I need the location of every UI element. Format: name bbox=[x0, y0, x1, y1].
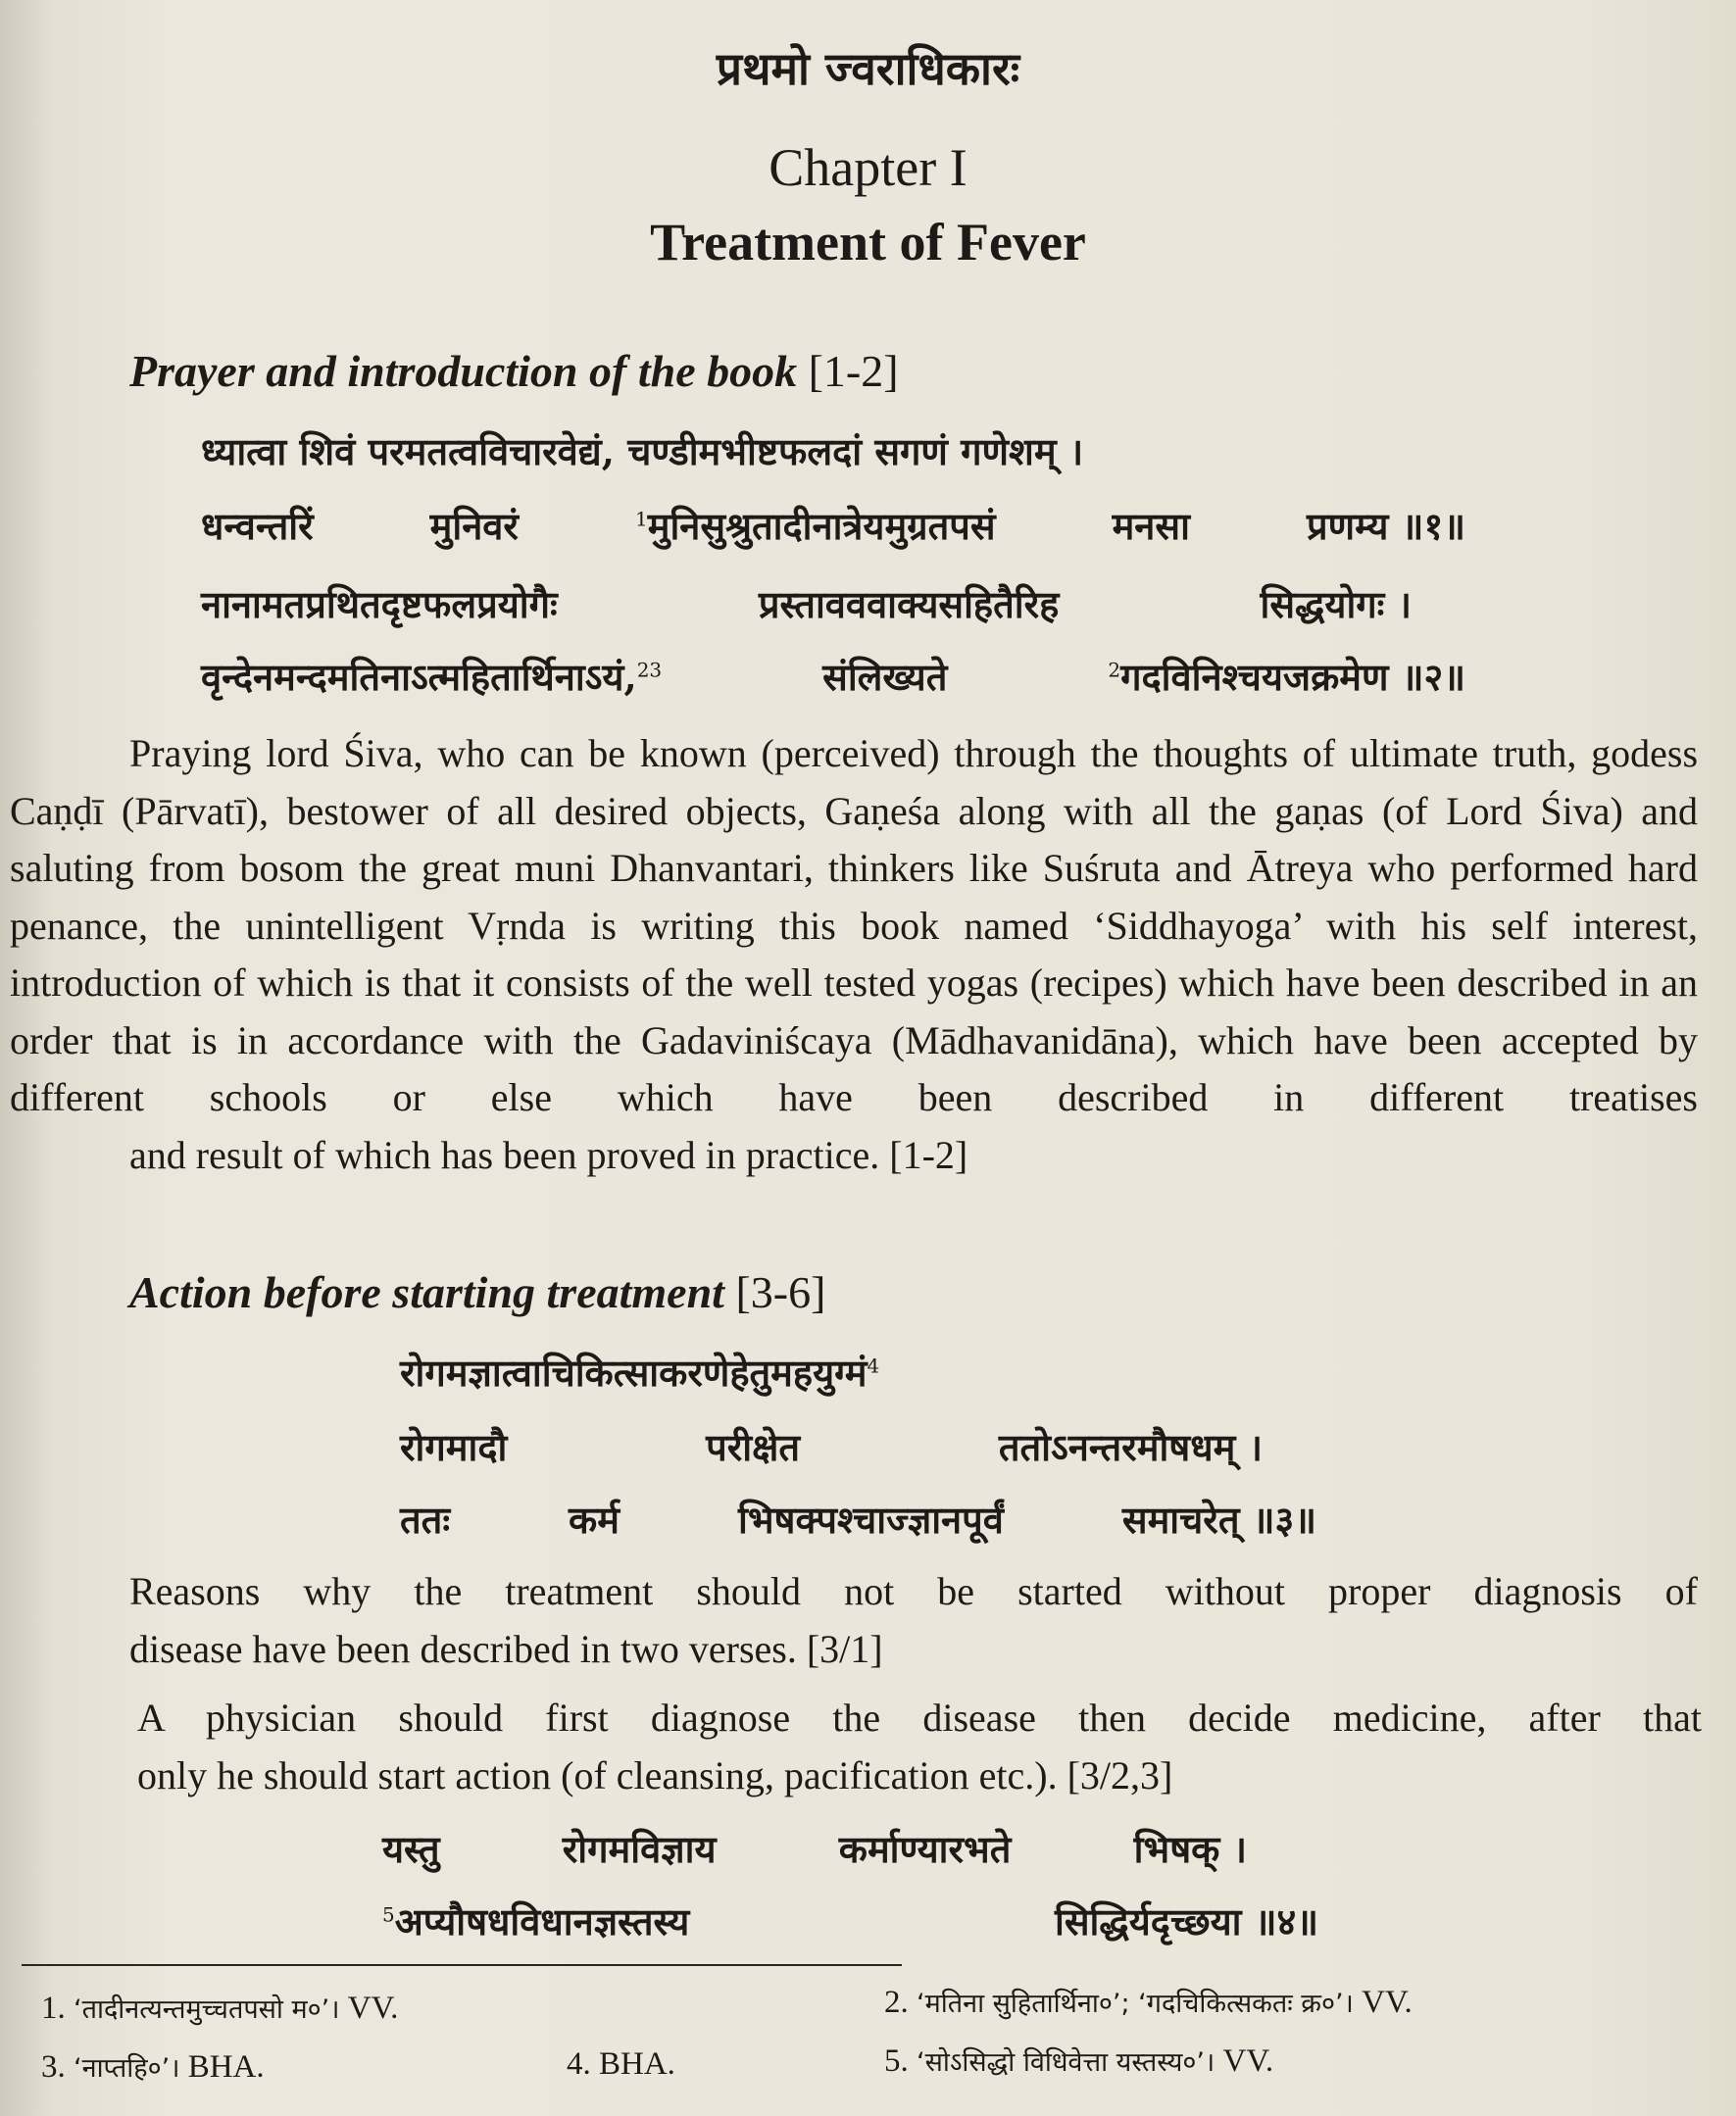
verse-text: मुनिसुश्रुतादीनात्रेयमुग्रतपसं bbox=[647, 504, 996, 548]
verse-word bbox=[382, 1895, 689, 1946]
verse-word: समाचरेत् ॥३॥ bbox=[1121, 1498, 1316, 1542]
verse-word: संलिख्यते bbox=[822, 655, 948, 699]
footnote-sanskrit: ‘सोऽसिद्धो विधिवेत्ता यस्तस्य०’। bbox=[917, 2047, 1215, 2078]
verse-line bbox=[201, 651, 1465, 702]
verse-text: वृन्देनमन्दमतिनाऽत्महितार्थिनाऽयं, bbox=[201, 655, 637, 699]
footnote-number: 5. bbox=[884, 2043, 909, 2079]
footnote-rule bbox=[22, 1964, 902, 1966]
verse-word: यस्तु bbox=[382, 1827, 440, 1871]
text-line: thinkers like Suśruta and Ātreya who performed hard penance, the unintelligent Vṛnda bbox=[10, 846, 1698, 948]
translation-paragraph bbox=[10, 725, 1698, 1184]
verse-line bbox=[201, 425, 1397, 476]
footnote-source: BHA. bbox=[599, 2046, 675, 2082]
footnote-marker: 2 bbox=[1108, 658, 1121, 682]
footnote-marker: 2 bbox=[636, 658, 650, 682]
verse-word bbox=[201, 651, 662, 702]
verse-word: नानामतप्रथितदृष्टफलप्रयोगैः bbox=[201, 582, 558, 626]
footnote bbox=[41, 2048, 265, 2086]
text-line: and result of which has been proved in practice. [1-2] bbox=[129, 1132, 968, 1177]
text-line: disease have been described in two verses. [3/1] bbox=[129, 1626, 883, 1671]
footnote-source: VV. bbox=[1362, 1985, 1413, 2020]
chapter-number: Chapter I bbox=[769, 138, 967, 197]
footnote-marker: 4 bbox=[867, 1353, 880, 1378]
verse-word: रोगमविज्ञाय bbox=[562, 1827, 717, 1871]
footnote-number: 3. bbox=[41, 2049, 66, 2085]
footnote-source: VV. bbox=[1222, 2043, 1274, 2079]
verse-word: प्रणम्य ॥१॥ bbox=[1306, 504, 1465, 548]
footnote-marker: 1 bbox=[635, 507, 648, 531]
text-line: is writing this book named ‘Siddhayoga’ with his self interest, introduction of which bbox=[10, 903, 1699, 1005]
footnote-number: 4. bbox=[567, 2046, 591, 2082]
verse-line bbox=[400, 1347, 879, 1398]
verse-word: रोगमादौ bbox=[400, 1425, 508, 1469]
footnote-sanskrit: ‘तादीनत्यन्तमुच्चतपसो म०’। bbox=[74, 1994, 340, 2025]
footnote-marker: 5 bbox=[382, 1902, 395, 1927]
text-line: Praying lord Śiva, who can be known (perceived) through the thoughts of bbox=[129, 731, 1336, 775]
verse-word: प्रस्तावववाक्यसहितैरिह bbox=[758, 582, 1060, 626]
footnote bbox=[884, 2042, 1273, 2080]
chapter-title: Treatment of Fever bbox=[650, 213, 1086, 271]
text-line: A physician should first diagnose the disease then decide medicine, after that bbox=[137, 1696, 1702, 1740]
verse-word: मुनिवरं bbox=[429, 504, 519, 548]
verse-word bbox=[635, 500, 996, 551]
text-line: only he should start action (of cleansing, pacification etc.). [3/2,3] bbox=[137, 1752, 1173, 1797]
verse-line bbox=[400, 1494, 1316, 1545]
verse-word: भिषक्पश्चाज्ज्ञानपूर्वं bbox=[737, 1498, 1004, 1542]
verse-word: मनसा bbox=[1112, 504, 1190, 548]
section-ref: [1-2] bbox=[808, 346, 899, 396]
verse-word bbox=[400, 1347, 879, 1398]
verse-word: सिद्धयोगः । bbox=[1260, 582, 1412, 626]
verse-line bbox=[382, 1895, 1318, 1946]
verse-word: परीक्षेत bbox=[706, 1425, 801, 1469]
verse-line bbox=[382, 1823, 1247, 1874]
translation-paragraph bbox=[10, 1563, 1698, 1678]
verse-word: सिद्धिर्यदृच्छया ॥४॥ bbox=[1055, 1899, 1318, 1944]
verse-word: कर्म bbox=[569, 1498, 620, 1542]
footnote-sanskrit: ‘नाप्तहि०’। bbox=[74, 2053, 180, 2084]
section-heading-prayer bbox=[129, 345, 899, 397]
verse-line bbox=[201, 578, 1412, 629]
footnote-source: BHA. bbox=[187, 2049, 265, 2085]
text-line: is that it consists of the well tested yogas (recipes) which have been described in an bbox=[364, 960, 1699, 1005]
footnote bbox=[884, 1984, 1413, 2021]
verse-word: कर्माण्यारभते bbox=[838, 1827, 1012, 1871]
text-line: accepted by different schools or else which have been described in different treatises bbox=[10, 1017, 1698, 1119]
translation-paragraph bbox=[18, 1690, 1702, 1804]
text-line: order that is in accordance with the Gadaviniścaya (Mādhavanidāna), which have been bbox=[10, 1017, 1482, 1062]
footnote-source: VV. bbox=[347, 1991, 399, 2026]
footnote-sanskrit: ‘मतिना सुहितार्थिना०’; ‘गदचिकित्सकतः क्र०’। bbox=[917, 1989, 1354, 2019]
verse-line bbox=[201, 500, 1465, 551]
text-line: Reasons why the treatment should not be started without proper diagnosis of bbox=[129, 1569, 1698, 1613]
verse-word: ततः bbox=[400, 1498, 450, 1542]
verse-text: गदविनिश्चयजक्रमेण ॥२॥ bbox=[1120, 655, 1465, 699]
section-heading-text: Prayer and introduction of the book bbox=[129, 346, 798, 396]
footnote-number: 1. bbox=[41, 1991, 66, 2026]
footnote bbox=[41, 1990, 398, 2027]
verse-word: भिषक् । bbox=[1133, 1827, 1247, 1871]
sanskrit-chapter-title: प्रथमो ज्वराधिकारः bbox=[716, 42, 1020, 95]
verse-text: अप्यौषधविधानज्ञस्तस्य bbox=[394, 1899, 690, 1944]
section-ref: [3-6] bbox=[735, 1267, 826, 1317]
section-heading-text: Action before starting treatment bbox=[129, 1267, 724, 1317]
verse-line bbox=[400, 1421, 1263, 1472]
text-line: ultimate truth, godess Caṇḍī (Pārvatī), bestower of all desired objects, Gaṇeśa along bbox=[10, 731, 1699, 833]
footnote bbox=[567, 2046, 675, 2083]
footnote-number: 2. bbox=[884, 1985, 909, 2020]
verse-text: ध्यात्वा शिवं परमतत्वविचारवेद्यं, चण्डीमभीष्टफलदां सगणं गणेशम् । bbox=[201, 429, 1084, 473]
text-line: with all the gaṇas (of Lord Śiva) and saluting from bosom the great muni Dhanvantari, bbox=[10, 788, 1699, 890]
footnote-marker: 3 bbox=[649, 658, 663, 682]
verse-word: ततोऽनन्तरमौषधम् । bbox=[998, 1425, 1263, 1469]
verse-word: धन्वन्तरिं bbox=[201, 504, 314, 548]
verse-text: रोगमज्ञात्वाचिकित्साकरणेहेतुमहयुग्मं bbox=[400, 1351, 868, 1395]
verse-word bbox=[1108, 651, 1465, 702]
section-heading-action bbox=[129, 1266, 825, 1318]
